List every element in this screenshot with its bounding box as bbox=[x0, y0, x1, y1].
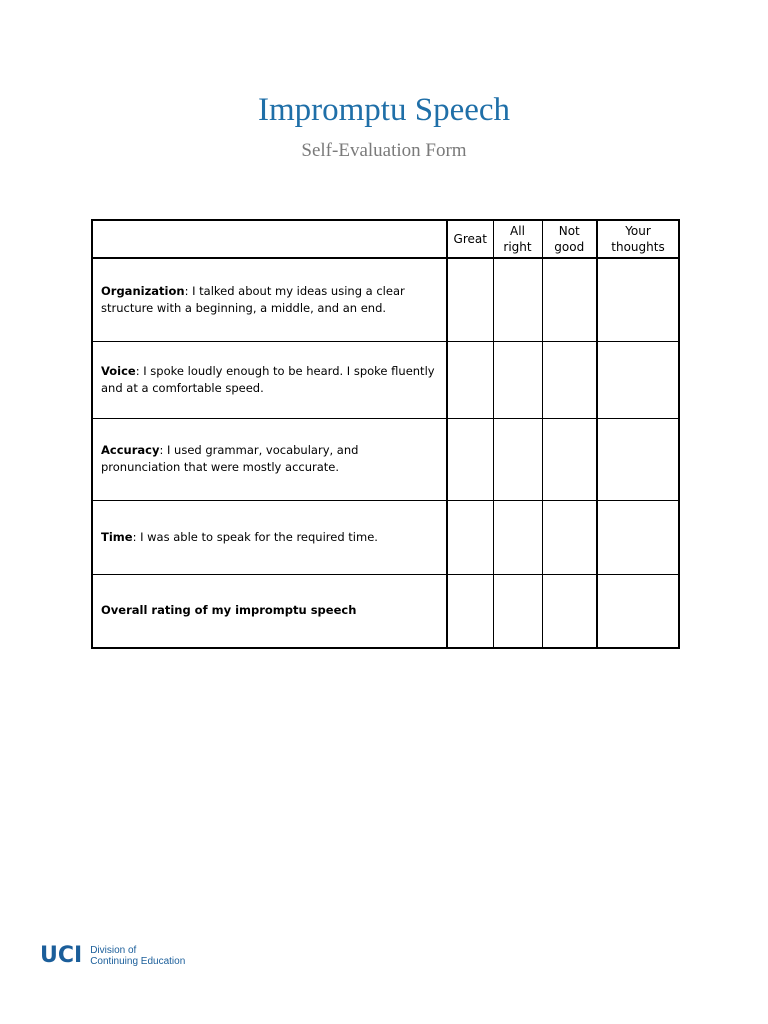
logo-text bbox=[90, 945, 185, 967]
column-header-not-good-line2: good bbox=[554, 240, 585, 254]
criterion-voice bbox=[92, 341, 447, 418]
criterion-time-text: : I was able to speak for the required time. bbox=[132, 529, 378, 544]
criterion-accuracy-label: Accuracy bbox=[101, 443, 160, 457]
column-header-all-right-line1: All bbox=[510, 224, 525, 238]
page-title: Impromptu Speech bbox=[257, 92, 511, 128]
column-header-all-right-line2: right bbox=[503, 240, 532, 254]
table-header-row bbox=[92, 220, 679, 258]
rating-cell-overall-great[interactable] bbox=[447, 574, 493, 648]
column-header-all-right bbox=[493, 220, 542, 258]
column-header-great-line1: Great bbox=[453, 232, 487, 246]
column-header-not-good bbox=[542, 220, 597, 258]
uci-logo bbox=[40, 944, 185, 968]
criterion-time bbox=[92, 500, 447, 574]
criterion-overall bbox=[92, 574, 447, 648]
rating-cell-voice-all-right[interactable] bbox=[493, 341, 542, 418]
criterion-overall-label: Overall rating of my impromptu speech bbox=[101, 603, 357, 618]
thoughts-cell-overall[interactable] bbox=[597, 574, 679, 648]
page-subtitle: Self-Evaluation Form bbox=[301, 140, 467, 161]
column-header-your-thoughts-line2: thoughts bbox=[611, 240, 665, 254]
column-header-your-thoughts-line1: Your bbox=[625, 224, 651, 238]
rating-cell-time-great[interactable] bbox=[447, 500, 493, 574]
column-header-your-thoughts bbox=[597, 220, 679, 258]
table-row-accuracy bbox=[92, 418, 679, 500]
thoughts-cell-time[interactable] bbox=[597, 500, 679, 574]
thoughts-cell-organization[interactable] bbox=[597, 258, 679, 341]
header-empty-cell bbox=[92, 220, 447, 258]
table-row-voice bbox=[92, 341, 679, 418]
logo-text-line2: Continuing Education bbox=[90, 956, 186, 967]
rating-cell-time-not-good[interactable] bbox=[542, 500, 597, 574]
criterion-accuracy bbox=[92, 418, 447, 500]
rating-cell-overall-not-good[interactable] bbox=[542, 574, 597, 648]
table-row-time bbox=[92, 500, 679, 574]
rating-cell-accuracy-not-good[interactable] bbox=[542, 418, 597, 500]
logo-mark: UCI bbox=[40, 943, 83, 968]
rating-cell-organization-great[interactable] bbox=[447, 258, 493, 341]
criterion-voice-text: : I spoke loudly enough to be heard. I spoke fluently and at a comfortable speed. bbox=[101, 363, 435, 395]
rating-cell-overall-all-right[interactable] bbox=[493, 574, 542, 648]
criterion-time-label: Time bbox=[101, 529, 133, 544]
criterion-organization bbox=[92, 258, 447, 341]
criterion-accuracy-text: : I used grammar, vocabulary, and pronunciation that were mostly accurate. bbox=[101, 443, 359, 474]
table-row-overall bbox=[92, 574, 679, 648]
rating-cell-time-all-right[interactable] bbox=[493, 500, 542, 574]
rating-cell-organization-not-good[interactable] bbox=[542, 258, 597, 341]
rating-cell-voice-not-good[interactable] bbox=[542, 341, 597, 418]
logo-text-line1: Division of bbox=[90, 945, 137, 956]
column-header-great bbox=[447, 220, 493, 258]
rating-cell-accuracy-great[interactable] bbox=[447, 418, 493, 500]
criterion-voice-label: Voice bbox=[101, 363, 136, 378]
rating-cell-voice-great[interactable] bbox=[447, 341, 493, 418]
rating-cell-organization-all-right[interactable] bbox=[493, 258, 542, 341]
criterion-organization-text: : I talked about my ideas using a clear structure with a beginning, a middle, and an end. bbox=[101, 283, 405, 315]
self-evaluation-table bbox=[91, 219, 680, 649]
table-row-organization bbox=[92, 258, 679, 341]
thoughts-cell-accuracy[interactable] bbox=[597, 418, 679, 500]
column-header-not-good-line1: Not bbox=[558, 224, 580, 238]
rating-cell-accuracy-all-right[interactable] bbox=[493, 418, 542, 500]
thoughts-cell-voice[interactable] bbox=[597, 341, 679, 418]
criterion-organization-label: Organization bbox=[101, 283, 185, 298]
